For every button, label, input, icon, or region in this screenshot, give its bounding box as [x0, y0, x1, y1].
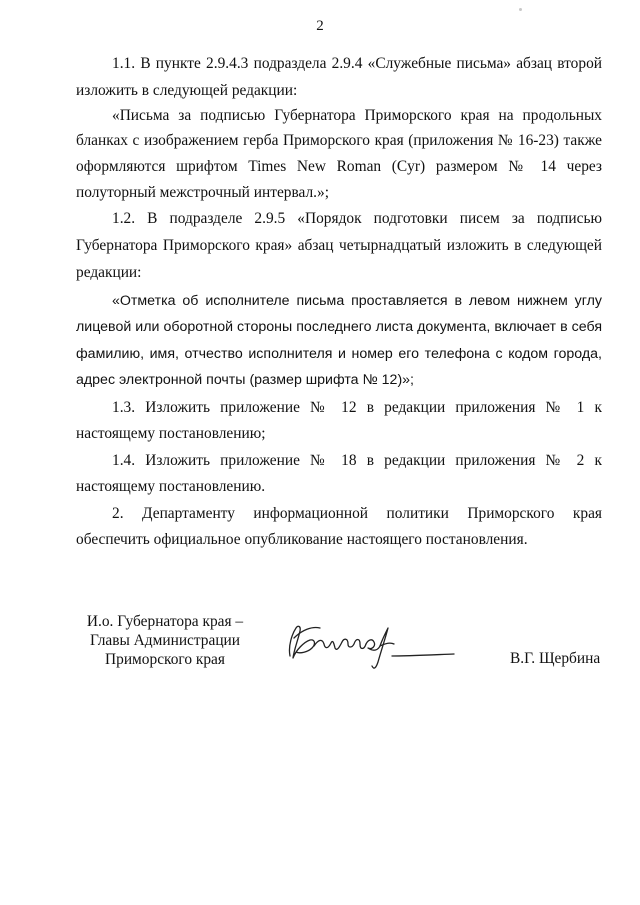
paragraph-1-4-line-2: настоящему постановлению.	[76, 478, 266, 495]
quote-1-line-1: «Письма за подписью Губернатора Приморского края на продольных	[112, 107, 602, 124]
handwritten-signature	[282, 616, 462, 676]
paragraph-1-2-line-1: 1.2. В подразделе 2.9.5 «Порядок подготовки писем за подписью	[112, 210, 602, 227]
paragraph-1-2-line-2: Губернатора Приморского края» абзац четырнадцатый изложить в следующей	[76, 237, 602, 254]
paragraph-1-1-line-1: 1.1. В пункте 2.9.4.3 подраздела 2.9.4 «Служебные письма» абзац второй	[112, 55, 602, 72]
signatory-title-line-3: Приморского края	[105, 651, 225, 668]
signatory-title-line-1: И.о. Губернатора края –	[86, 613, 244, 630]
page-number: 2	[316, 18, 324, 34]
paragraph-1-2-line-3: редакции:	[76, 264, 142, 281]
scan-artifact	[519, 8, 522, 11]
paragraph-1-3-line-1: 1.3. Изложить приложение № 12 в редакции приложения № 1 к	[112, 399, 602, 416]
signatory-title	[70, 612, 260, 669]
paragraph-2-line-1: 2. Департаменту информационной политики Приморского края	[112, 505, 602, 522]
paragraph-1-4-line-1: 1.4. Изложить приложение № 18 в редакции приложения № 2 к	[112, 452, 602, 469]
quote-1-line-3: оформляются шрифтом Times New Roman (Cyr) размером № 14 через	[76, 158, 602, 175]
signer-name: В.Г. Щербина	[510, 650, 601, 667]
quote-1-line-4: полуторный межстрочный интервал.»;	[76, 184, 329, 201]
quote-2-line-3: фамилию, имя, отчество исполнителя и номер его телефона с кодом города,	[76, 346, 602, 362]
quote-1-line-2: бланках с изображением герба Приморского края (приложения № 16-23) также	[76, 132, 602, 149]
quote-2-line-1: «Отметка об исполнителе письма проставляется в левом нижнем углу	[112, 293, 602, 309]
signatory-title-line-2: Главы Администрации	[89, 632, 241, 649]
paragraph-1-1-line-2: изложить в следующей редакции:	[76, 82, 298, 99]
paragraph-1-3-line-2: настоящему постановлению;	[76, 425, 266, 442]
paragraph-2-line-2: обеспечить официальное опубликование настоящего постановления.	[76, 531, 528, 548]
quote-2-line-2: лицевой или оборотной стороны последнего листа документа, включает в себя	[76, 319, 602, 335]
quote-2-line-4: адрес электронной почты (размер шрифта № 12)»;	[76, 372, 414, 388]
